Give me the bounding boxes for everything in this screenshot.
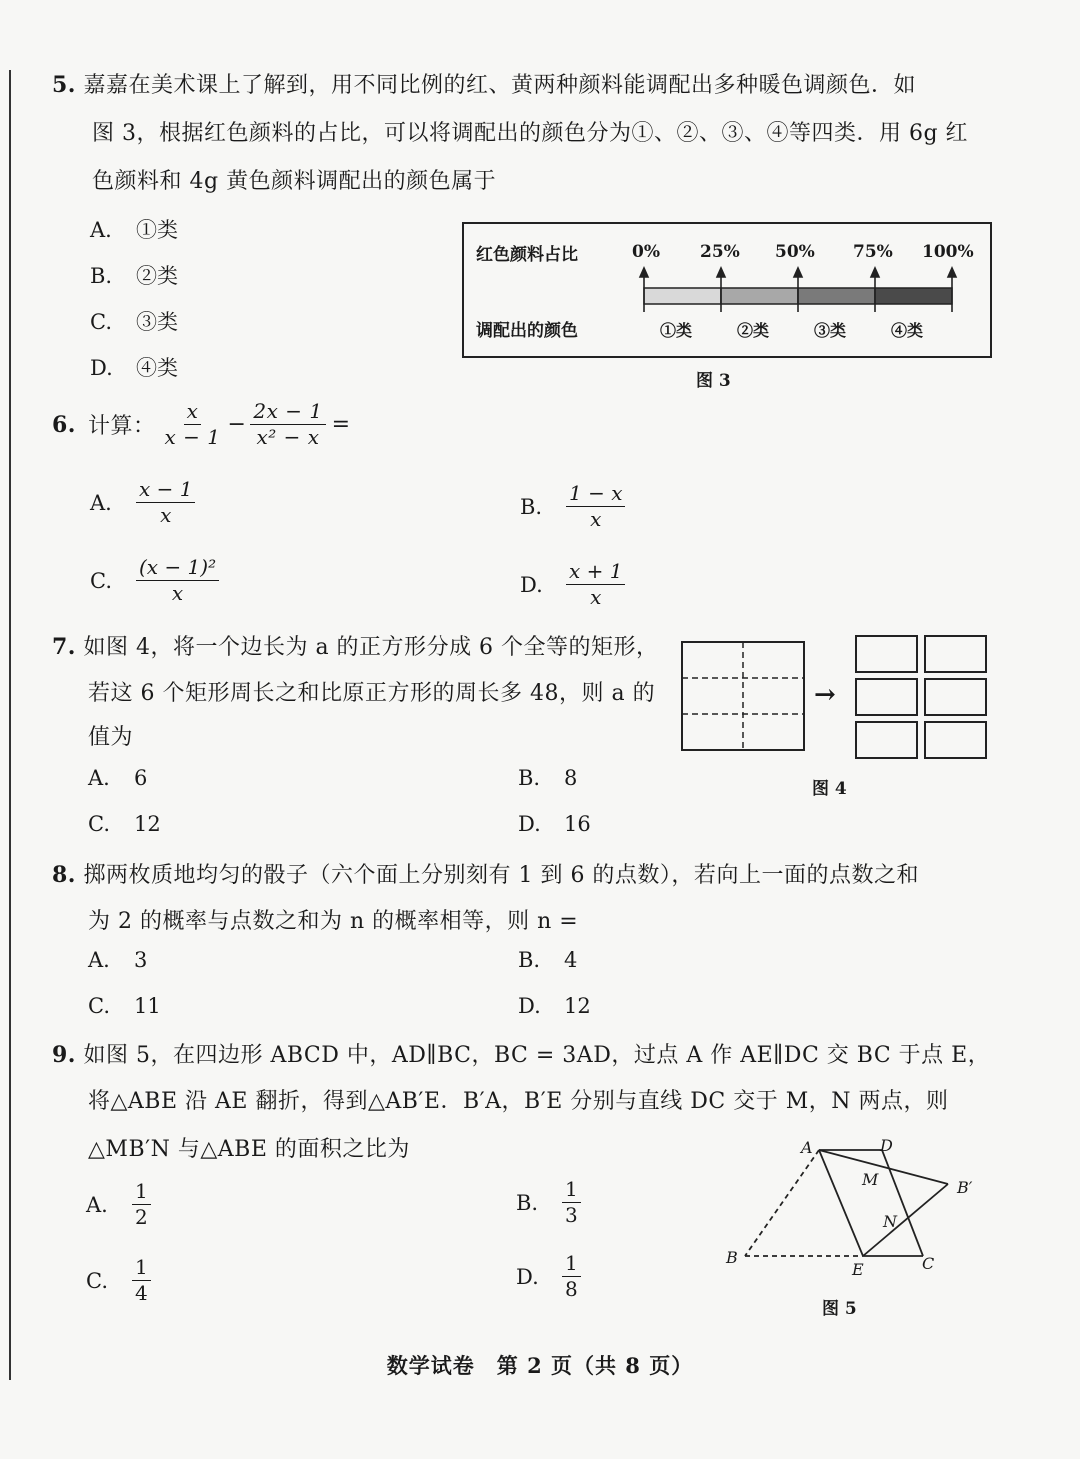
q5-number: 5. xyxy=(52,72,76,98)
q9-b-fraction: $\frac{1}{3}$ xyxy=(562,1178,581,1227)
rect-3 xyxy=(856,679,917,715)
q6-number: 6. xyxy=(52,411,76,438)
point-C-label: C xyxy=(922,1254,935,1273)
segment-class-3 xyxy=(798,288,875,304)
percent-0: 0% xyxy=(632,242,660,262)
arrowhead-100 xyxy=(948,268,956,277)
segment-class-2 xyxy=(721,288,798,304)
class-2-label: ②类 xyxy=(737,321,770,340)
q6-option-b[interactable]: B. $\frac{1 - x}{x}$ xyxy=(520,482,625,531)
q8-line-1 xyxy=(52,858,919,889)
q6-minus: − xyxy=(227,412,247,437)
q6-line xyxy=(52,400,351,449)
q6-c-fraction: $\frac{\text{(x − 1)²}}{x}$ xyxy=(136,556,219,605)
q7-line-3: 值为 xyxy=(88,725,134,750)
q7-number: 7. xyxy=(52,634,76,660)
q5-line-1 xyxy=(52,68,916,99)
q8-option-b[interactable]: B. 4 xyxy=(518,948,578,972)
q7-line-1 xyxy=(52,630,659,661)
q5-option-d[interactable]: D. ④类 xyxy=(90,356,178,380)
q6-option-c[interactable]: C. $\frac{\text{(x − 1)²}}{x}$ xyxy=(90,556,219,605)
rect-1 xyxy=(856,636,917,672)
rect-6 xyxy=(925,722,986,758)
point-A-label: A xyxy=(801,1138,813,1157)
q9-option-c[interactable]: C. $\frac{1}{4}$ xyxy=(86,1256,151,1305)
figure-3-caption: 图 3 xyxy=(696,371,731,391)
q8-option-d[interactable]: D. 12 xyxy=(518,994,591,1018)
arrowhead-25 xyxy=(717,268,725,277)
percent-25: 25% xyxy=(700,242,740,262)
q7-option-a[interactable]: A. 6 xyxy=(88,766,148,790)
q7-line-2: 若这 6 个矩形周长之和比原正方形的周长多 48，则 a 的 xyxy=(88,681,656,706)
q8-number: 8. xyxy=(52,862,76,888)
point-E-label: E xyxy=(852,1260,864,1279)
q9-line-1 xyxy=(52,1038,990,1069)
segment-DC xyxy=(882,1150,923,1256)
q9-c-fraction: $\frac{1}{4}$ xyxy=(132,1256,151,1305)
point-M-label: M xyxy=(862,1170,879,1189)
figure-3-box xyxy=(462,222,992,358)
q6-option-d[interactable]: D. $\frac{x + 1}{x}$ xyxy=(520,560,625,609)
segment-AE xyxy=(819,1150,863,1256)
q8-option-c[interactable]: C. 11 xyxy=(88,994,161,1018)
q6-d-fraction: $\frac{x + 1}{x}$ xyxy=(566,560,625,609)
segment-class-1 xyxy=(644,288,721,304)
segment-AB-dashed xyxy=(745,1150,819,1256)
q9-a-fraction: $\frac{1}{2}$ xyxy=(132,1180,151,1229)
q5-text-1: 嘉嘉在美术课上了解到，用不同比例的红、黄两种颜料能调配出多种暖色调颜色．如 xyxy=(83,73,916,98)
q7-option-d[interactable]: D. 16 xyxy=(518,812,591,836)
q6-fraction-1: $\frac{x}{x - 1}$ xyxy=(164,399,221,449)
q8-text-1: 掷两枚质地均匀的骰子（六个面上分别刻有 1 到 6 的点数），若向上一面的点数之和 xyxy=(83,863,919,888)
figure-4-svg xyxy=(676,632,996,762)
q6-prefix: 计算： xyxy=(87,414,156,439)
q9-option-d[interactable]: D. $\frac{1}{8}$ xyxy=(516,1252,581,1301)
arrowhead-75 xyxy=(871,268,879,277)
q7-text-1: 如图 4，将一个边长为 a 的正方形分成 6 个全等的矩形， xyxy=(83,635,659,660)
q5-option-b[interactable]: B. ②类 xyxy=(90,264,178,288)
percent-50: 50% xyxy=(775,242,815,262)
q6-fraction-2: $\frac{2x - 1}{\text{x² − x}}$ xyxy=(250,400,325,449)
percent-100: 100% xyxy=(922,242,974,262)
page-footer: 数学试卷 第 2 页（共 8 页） xyxy=(386,1353,694,1378)
q5-line-3: 色颜料和 4g 黄色颜料调配出的颜色属于 xyxy=(92,169,497,194)
q7-option-b[interactable]: B. 8 xyxy=(518,766,578,790)
segment-EB-prime xyxy=(863,1184,948,1256)
q9-line-2: 将△ABE 沿 AE 翻折，得到△AB′E．B′A，B′E 分别与直线 DC 交于 M，N 两点，则 xyxy=(88,1089,949,1114)
q6-option-a[interactable]: A. $\frac{x - 1}{x}$ xyxy=(90,478,195,527)
q6-equals: = xyxy=(331,412,351,437)
q5-option-c[interactable]: C. ③类 xyxy=(90,310,178,334)
point-B-label: B xyxy=(726,1248,738,1267)
binding-margin-line xyxy=(9,70,11,1380)
q9-option-a[interactable]: A. $\frac{1}{2}$ xyxy=(86,1180,151,1229)
arrowhead-0 xyxy=(640,268,648,277)
class-4-label: ④类 xyxy=(891,321,924,340)
q6-b-fraction: $\frac{1 - x}{x}$ xyxy=(566,482,625,531)
q9-line-3: △MB′N 与△ABE 的面积之比为 xyxy=(88,1137,410,1162)
class-3-label: ③类 xyxy=(814,321,847,340)
q9-option-b[interactable]: B. $\frac{1}{3}$ xyxy=(516,1178,581,1227)
segment-class-4 xyxy=(875,288,952,304)
rect-4 xyxy=(925,679,986,715)
q8-line-2: 为 2 的概率与点数之和为 n 的概率相等，则 n = xyxy=(88,909,579,934)
figure-4-caption: 图 4 xyxy=(812,779,847,799)
class-1-label: ①类 xyxy=(660,321,693,340)
q7-option-c[interactable]: C. 12 xyxy=(88,812,161,836)
rect-5 xyxy=(856,722,917,758)
q6-a-fraction: $\frac{x - 1}{x}$ xyxy=(136,478,195,527)
arrow-right-icon: → xyxy=(814,680,836,710)
q9-text-1: 如图 5，在四边形 ABCD 中，AD∥BC，BC = 3AD，过点 A 作 AE∥DC 交 BC 于点 E， xyxy=(83,1043,991,1068)
q5-line-2: 图 3，根据红色颜料的占比，可以将调配出的颜色分为①、②、③、④等四类．用 6g 红 xyxy=(92,121,969,146)
rect-2 xyxy=(925,636,986,672)
red-ratio-label: 红色颜料占比 xyxy=(476,245,578,265)
figure-5-caption: 图 5 xyxy=(822,1299,857,1319)
q9-d-fraction: $\frac{1}{8}$ xyxy=(562,1252,581,1301)
point-N-label: N xyxy=(883,1212,897,1231)
point-D-label: D xyxy=(880,1136,893,1155)
q5-option-a[interactable]: A. ①类 xyxy=(90,218,178,242)
arrowhead-50 xyxy=(794,268,802,277)
q9-number: 9. xyxy=(52,1042,76,1068)
percent-75: 75% xyxy=(853,242,893,262)
point-B-prime-label: B′ xyxy=(957,1178,973,1197)
mixed-color-label: 调配出的颜色 xyxy=(476,321,578,341)
q8-option-a[interactable]: A. 3 xyxy=(88,948,148,972)
